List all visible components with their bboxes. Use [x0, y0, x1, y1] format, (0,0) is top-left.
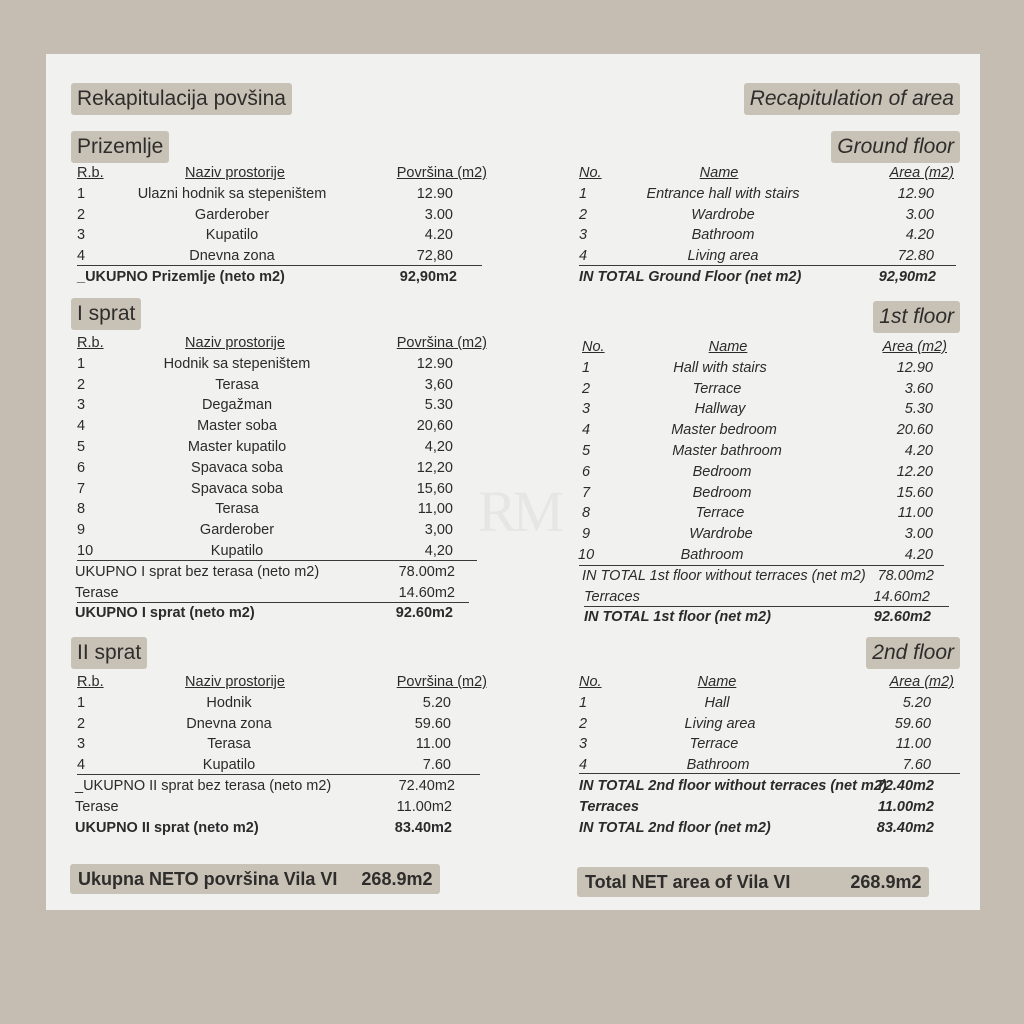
- table-first-left: [77, 333, 492, 624]
- table-row: 1 Hodnik sa stepeništem 12.90: [77, 355, 453, 372]
- total-row: IN TOTAL 1st floor (net m2) 92.60m2: [584, 609, 931, 626]
- section-ground-left: Prizemlje: [71, 131, 169, 163]
- table-row: 8 Terasa 11,00: [77, 501, 453, 518]
- subtotal-row: _UKUPNO II sprat bez terasa (neto m2) 72.40m2: [75, 777, 455, 794]
- subtotal-row: Terase 14.60m2: [75, 584, 455, 601]
- total-row: IN TOTAL Ground Floor (net m2) 92,90m2: [579, 268, 936, 285]
- table-row: 4 Kupatilo 7.60: [77, 757, 451, 774]
- subtotal-row: Terase 11.00m2: [75, 798, 452, 815]
- subtotal-row: IN TOTAL 2nd floor without terraces (net m2) 72.40m2: [579, 777, 934, 794]
- divider: [579, 265, 956, 266]
- title-right: Recapitulation of area: [744, 83, 960, 115]
- table-row: 2 Garderober 3.00: [77, 206, 453, 223]
- table-row: 1 Entrance hall with stairs 12.90: [579, 185, 934, 202]
- table-first-right: [578, 337, 962, 628]
- table-row: 3 Bathroom 4.20: [579, 227, 934, 244]
- table-row: 10 Kupatilo 4,20: [77, 542, 453, 559]
- table-row: 4 Living area 72.80: [579, 248, 934, 265]
- table-ground-right: [579, 163, 959, 288]
- table-header: R.b. Naziv prostorije Površina (m2): [77, 335, 487, 351]
- table-header: No. Name Area (m2): [582, 339, 947, 355]
- table-row: 3 Degažman 5.30: [77, 397, 453, 414]
- total-row: IN TOTAL 2nd floor (net m2) 83.40m2: [579, 819, 934, 836]
- divider: [77, 602, 469, 603]
- table-second-left: [77, 672, 492, 838]
- table-row: 2 Terasa 3,60: [77, 376, 453, 393]
- table-row: 3 Kupatilo 4.20: [77, 227, 453, 244]
- table-row: 3 Hallway 5.30: [582, 401, 933, 418]
- table-row: 6 Spavaca soba 12,20: [77, 459, 453, 476]
- watermark-logo: RM: [478, 479, 561, 544]
- section-second-left: II sprat: [71, 637, 147, 669]
- table-row: 1 Ulazni hodnik sa stepeništem 12.90: [77, 185, 453, 202]
- table-row: 6 Bedroom 12.20: [582, 463, 933, 480]
- table-row: 7 Spavaca soba 15,60: [77, 480, 453, 497]
- title-left: Rekapitulacija povšina: [71, 83, 292, 115]
- grand-total-left: Ukupna NETO površina Vila VI 268.9m2: [70, 864, 440, 894]
- divider: [579, 565, 944, 566]
- total-row: UKUPNO II sprat (neto m2) 83.40m2: [75, 819, 452, 836]
- table-row: 3 Terrace 11.00: [579, 736, 931, 753]
- table-header: No. Name Area (m2): [579, 165, 954, 181]
- table-row: 4 Master bedroom 20.60: [582, 422, 933, 439]
- table-header: R.b. Naziv prostorije Površina (m2): [77, 165, 487, 181]
- table-row: 1 Hodnik 5.20: [77, 694, 451, 711]
- section-first-left: I sprat: [71, 298, 141, 330]
- divider: [77, 560, 477, 561]
- table-row: 2 Terrace 3.60: [582, 380, 933, 397]
- total-row: UKUPNO I sprat (neto m2) 92.60m2: [75, 605, 453, 622]
- table-row: 2 Dnevna zona 59.60: [77, 715, 451, 732]
- table-row: 2 Wardrobe 3.00: [579, 206, 934, 223]
- table-row: 4 Dnevna zona 72,80: [77, 248, 453, 265]
- table-row: 2 Living area 59.60: [579, 715, 931, 732]
- table-ground-left: [77, 163, 492, 288]
- table-row: 1 Hall with stairs 12.90: [582, 359, 933, 376]
- table-row: 9 Wardrobe 3.00: [582, 526, 933, 543]
- total-row: _UKUPNO Prizemlje (neto m2) 92,90m2: [77, 268, 457, 285]
- table-row: 1 Hall 5.20: [579, 694, 931, 711]
- table-row: 9 Garderober 3,00: [77, 522, 453, 539]
- table-row: 7 Bedroom 15.60: [582, 484, 933, 501]
- table-row: 5 Master kupatilo 4,20: [77, 438, 453, 455]
- table-row: 8 Terrace 11.00: [582, 505, 933, 522]
- divider: [579, 773, 960, 774]
- table-header: No. Name Area (m2): [579, 674, 954, 690]
- table-row: 4 Bathroom 7.60: [579, 757, 931, 774]
- table-row: 4 Master soba 20,60: [77, 418, 453, 435]
- section-first-right: 1st floor: [873, 301, 960, 333]
- divider: [584, 606, 949, 607]
- section-second-right: 2nd floor: [866, 637, 960, 669]
- subtotal-row: Terraces 14.60m2: [584, 588, 930, 605]
- grand-total-right: Total NET area of Vila VI 268.9m2: [577, 867, 929, 897]
- table-row: 10 Bathroom 4.20: [578, 546, 933, 563]
- table-header: R.b. Naziv prostorije Površina (m2): [77, 674, 487, 690]
- subtotal-row: UKUPNO I sprat bez terasa (neto m2) 78.00m2: [75, 563, 455, 580]
- subtotal-row: Terraces 11.00m2: [579, 798, 934, 815]
- table-row: 5 Master bathroom 4.20: [582, 442, 933, 459]
- table-second-right: [579, 672, 959, 838]
- section-ground-right: Ground floor: [831, 131, 960, 163]
- divider: [77, 265, 482, 266]
- subtotal-row: IN TOTAL 1st floor without terraces (net m2) 78.00m2: [582, 567, 934, 584]
- table-row: 3 Terasa 11.00: [77, 736, 451, 753]
- divider: [77, 774, 480, 775]
